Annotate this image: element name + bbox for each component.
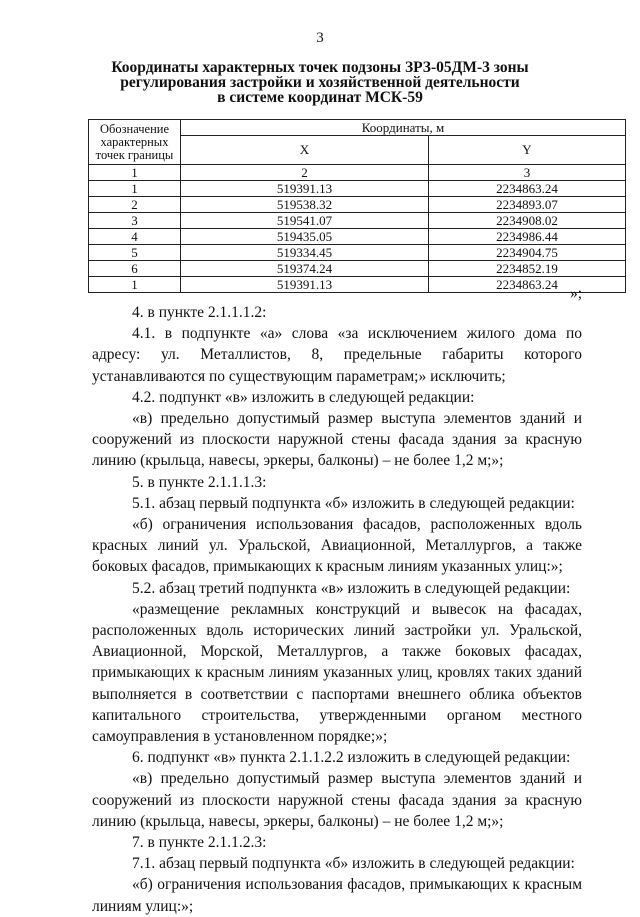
- header-coordinates: Координаты, м: [181, 120, 626, 136]
- table-row: [89, 197, 626, 213]
- title-line-2: регулирования застройки и хозяйственной деятельности: [120, 74, 520, 91]
- closing-quote: »;: [570, 285, 583, 302]
- column-number-1: 1: [89, 165, 181, 181]
- paragraph: 4.2. подпункт «в» изложить в следующей редакции:: [132, 388, 475, 406]
- amendment-text: [92, 302, 582, 917]
- table-row: [89, 213, 626, 229]
- cell-point: 6: [89, 261, 181, 277]
- paragraph: 5.1. абзац первый подпункта «б» изложить в следующей редакции:: [132, 494, 575, 512]
- paragraph: «в) предельно допустимый размер выступа элементов зданий и сооружений из плоскости наружной стены фасада здания за красную линию (крыльца, навесы, эркеры, балконы) – не более 1,2 м;»;: [92, 770, 582, 830]
- header-y: Y: [429, 136, 626, 165]
- cell-point: 3: [89, 213, 181, 229]
- paragraph: 6. подпункт «в» пункта 2.1.1.2.2 изложить в следующей редакции:: [132, 749, 571, 767]
- paragraph: «б) ограничения использования фасадов, расположенных вдоль красных линий ул. Уральской, Авиационной, Металлургов, а также боковых фасадов, примыкающих к красным линиям указанных улиц:»;: [92, 516, 582, 576]
- title-line-3: в системе координат МСК-59: [217, 89, 423, 106]
- paragraph: 5.2. абзац третий подпункта «в» изложить в следующей редакции:: [132, 579, 571, 597]
- header-x: X: [181, 136, 429, 165]
- paragraph: 7. в пункте 2.1.1.2.3:: [132, 834, 267, 852]
- cell-x: 519334.45: [181, 245, 429, 261]
- cell-y: 2234852.19: [429, 261, 626, 277]
- cell-x: 519391.13: [181, 181, 429, 197]
- table-row: [89, 245, 626, 261]
- cell-y: 2234863.24: [429, 181, 626, 197]
- cell-point: 1: [89, 181, 181, 197]
- paragraph: 7.1. абзац первый подпункта «б» изложить в следующей редакции:: [132, 855, 575, 873]
- table-row: [89, 277, 626, 293]
- cell-x: 519541.07: [181, 213, 429, 229]
- table-row: [89, 229, 626, 245]
- cell-x: 519538.32: [181, 197, 429, 213]
- cell-x: 519435.05: [181, 229, 429, 245]
- table-row: [89, 261, 626, 277]
- paragraph: 5. в пункте 2.1.1.1.3:: [132, 473, 267, 491]
- coordinates-table: [88, 119, 626, 293]
- paragraph: «б) ограничения использования фасадов, примыкающих к красным линиям улиц:»;: [92, 876, 582, 915]
- cell-y: 2234863.24: [429, 277, 626, 293]
- page-number: 3: [316, 30, 324, 46]
- table-row: [89, 181, 626, 197]
- header-point-name: Обозначение характерных точек границы: [89, 120, 181, 165]
- paragraph: 4. в пункте 2.1.1.1.2:: [132, 304, 267, 321]
- cell-point: 4: [89, 229, 181, 245]
- paragraph: «размещение рекламных конструкций и вывесок на фасадах, расположенных вдоль исторических линий застройки ул. Уральской, Авиационной, Морской, Металлургов, а также боковых фасадах, примыкающих к красным линиям указанных улиц, кровлях таких зданий выполняется в соответствии с паспортами внешнего облика объектов капитального строительства, утвержденными органом местного самоуправления в установленном порядке;»;: [92, 600, 582, 746]
- paragraph: 4.1. в подпункте «а» слова «за исключением жилого дома по адресу: ул. Металлистов, 8, предельные габариты которого устанавливаются по существующим параметрам;» исключить;: [92, 325, 582, 385]
- cell-x: 519391.13: [181, 277, 429, 293]
- cell-y: 2234904.75: [429, 245, 626, 261]
- cell-y: 2234986.44: [429, 229, 626, 245]
- cell-point: 5: [89, 245, 181, 261]
- title-line-1: Координаты характерных точек подзоны ЗРЗ-05ДМ-3 зоны: [111, 59, 529, 76]
- paragraph: «в) предельно допустимый размер выступа элементов зданий и сооружений из плоскости наружной стены фасада здания за красную линию (крыльца, навесы, эркеры, балконы) – не более 1,2 м;»;: [92, 410, 582, 470]
- document-title: [90, 60, 550, 105]
- column-number-2: 2: [181, 165, 429, 181]
- cell-x: 519374.24: [181, 261, 429, 277]
- cell-point: 2: [89, 197, 181, 213]
- cell-point: 1: [89, 277, 181, 293]
- cell-y: 2234908.02: [429, 213, 626, 229]
- column-number-3: 3: [429, 165, 626, 181]
- cell-y: 2234893.07: [429, 197, 626, 213]
